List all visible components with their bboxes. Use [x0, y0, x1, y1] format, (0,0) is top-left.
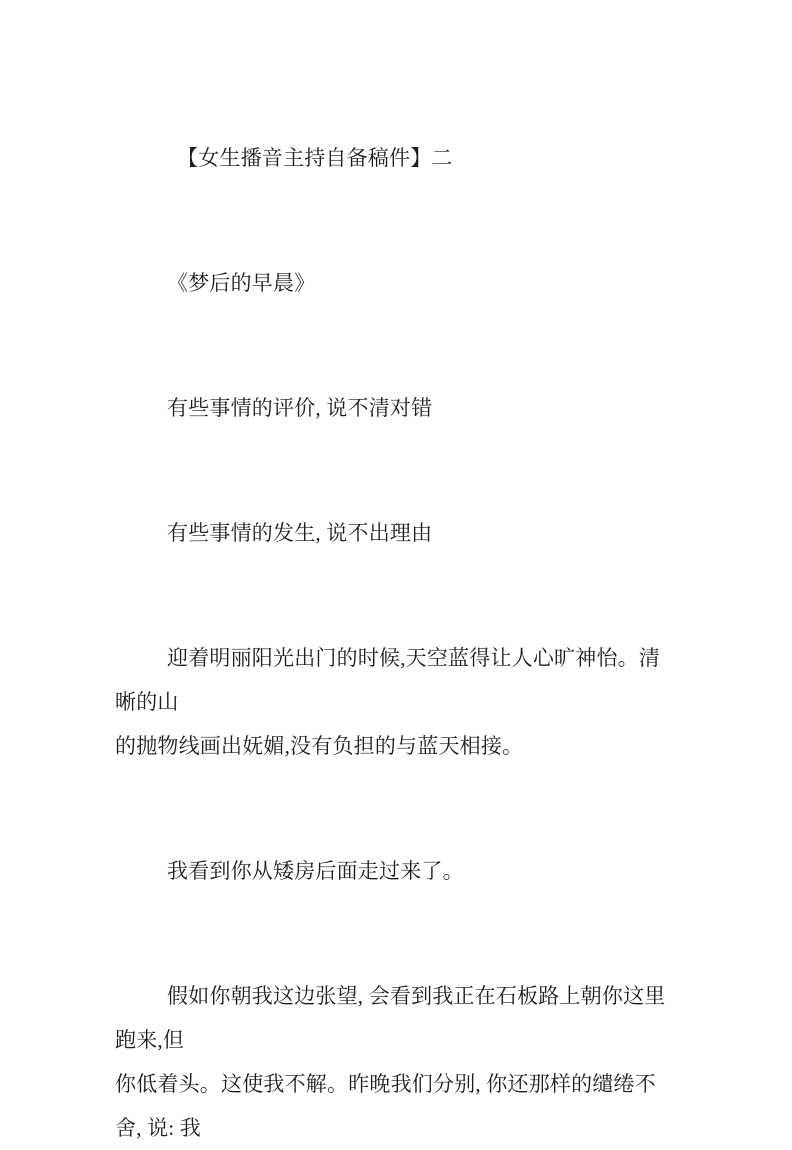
paragraph-body-1	[115, 636, 677, 768]
document-subtitle	[115, 261, 677, 305]
paragraph-verse-1	[115, 386, 677, 430]
subtitle-line: 《梦后的早晨》	[167, 271, 316, 295]
title-line: 【女生播音主持自备稿件】二	[177, 146, 453, 170]
paragraph-line: 的抛物线画出妩媚,没有负担的与蓝天相接。	[115, 734, 524, 758]
paragraph-body-2	[115, 849, 677, 893]
paragraph-line: 迎着明丽阳光出门的时候,天空蓝得让人心旷神怡。清晰的山	[115, 646, 661, 714]
paragraph-line: 你低着头。这使我不解。昨晚我们分别, 你还那样的缱绻不舍, 说: 我	[115, 1072, 656, 1140]
paragraph-verse-2	[115, 511, 677, 555]
paragraph-line: 有些事情的评价, 说不清对错	[167, 396, 433, 420]
paragraph-body-3	[115, 974, 677, 1150]
paragraph-line: 假如你朝我这边张望, 会看到我正在石板路上朝你这里跑来,但	[115, 984, 666, 1052]
paragraph-line: 我看到你从矮房后面走过来了。	[167, 859, 464, 883]
document-title	[115, 136, 677, 180]
paragraph-line: 有些事情的发生, 说不出理由	[167, 521, 433, 545]
